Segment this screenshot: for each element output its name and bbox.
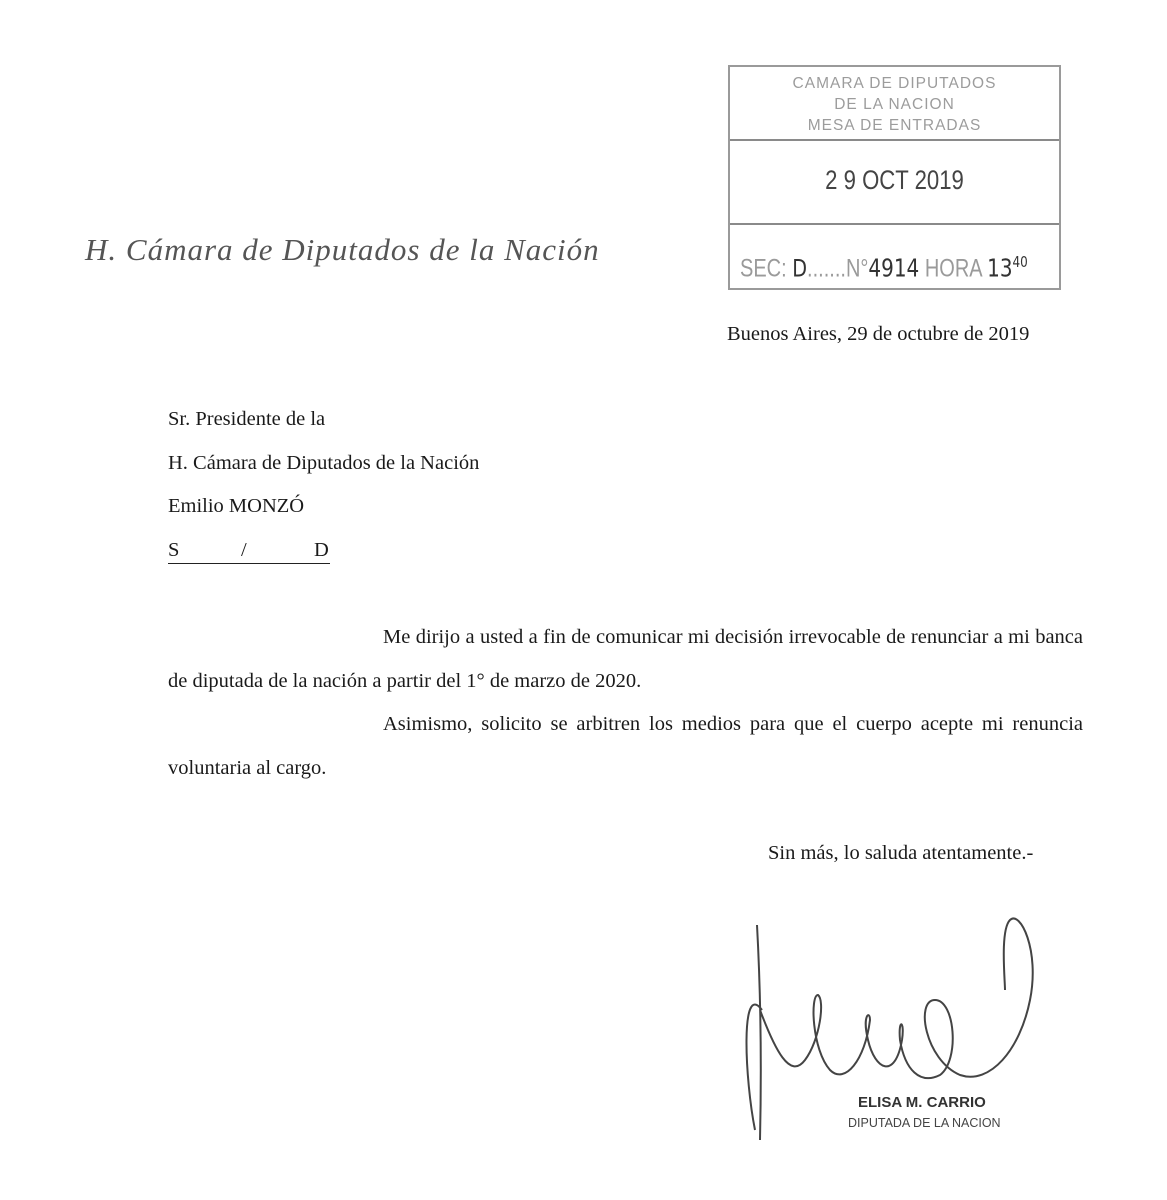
sd-d: D [314,539,329,561]
recipient-line: H. Cámara de Diputados de la Nación [168,452,480,474]
stamp-number-value: 4914 [868,253,920,283]
stamp-minutes-value: 40 [1012,253,1028,271]
stamp-divider [730,223,1059,225]
stamp-header-line: DE LA NACION [834,96,955,113]
stamp-divider [730,139,1059,141]
body-paragraph: Asimismo, solicito se arbitren los medios para que el cuerpo acepte mi renuncia voluntaria al cargo. [168,713,1083,779]
letterhead: H. Cámara de Diputados de la Nación [85,232,600,267]
stamp-entry-line: SEC: D.......N°4914 HORA $13^{40}$ [740,253,1028,283]
stamp-header [730,73,1059,136]
reception-stamp [728,65,1061,290]
place-date: Buenos Aires, 29 de octubre de 2019 [727,323,1030,345]
signatory-name: ELISA M. CARRIO [858,1094,986,1111]
stamp-hora-value: 13 [987,253,1013,283]
stamp-number-label: N° [845,254,869,283]
sd-s: S [168,539,180,561]
body-paragraph: Me dirijo a usted a fin de comunicar mi decisión irrevocable de renunciar a mi banca de diputada de la nación a partir del 1° de marzo de 2020. [168,626,1083,692]
recipient-name: Emilio MONZÓ [168,495,305,517]
closing: Sin más, lo saluda atentamente.- [768,842,1034,864]
stamp-date: 2 9 OCT 2019 [825,165,964,195]
stamp-sec-label: SEC: [740,254,787,283]
stamp-header-line: CAMARA DE DIPUTADOS [792,75,997,92]
stamp-hora-label: HORA [924,254,982,283]
sd-slash: / [241,539,247,561]
stamp-sec-value: D [792,254,808,283]
sd-abbreviation [168,539,330,564]
recipient-line: Sr. Presidente de la [168,408,326,430]
stamp-header-line: MESA DE ENTRADAS [807,117,982,134]
signatory-title: DIPUTADA DE LA NACION [848,1116,1001,1130]
